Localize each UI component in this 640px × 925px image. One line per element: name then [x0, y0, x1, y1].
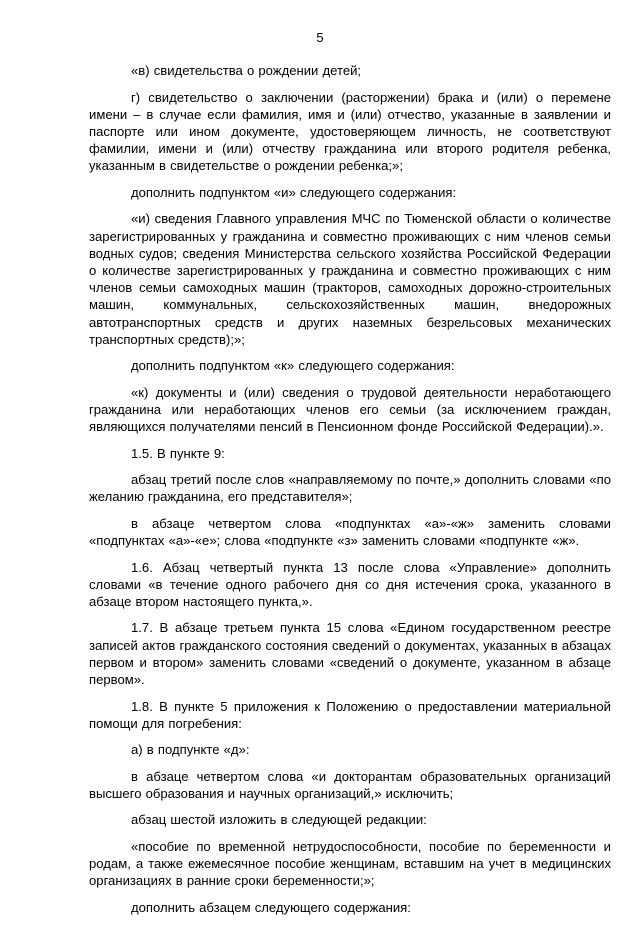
paragraph-marriage-certificate: г) свидетельство о заключении (расторжении) брака и (или) о перемене имени – в случае если фамилия, имя и (или) отчество, указанные в заявлении и паспорте или ином документе, удостоверяющем личность, не соответствуют фамилии, имени и (или) отчеству гражданина или второго родителя ребенка, указанным в свидетельстве о рождении ребенка;»;: [89, 89, 611, 174]
paragraph-fourth-abzats-exclude: в абзаце четвертом слова «и докторантам образовательных организаций высшего образования и научных организаций,» исключить;: [89, 768, 611, 801]
paragraph-1-8: 1.8. В пункте 5 приложения к Положению о предоставлении материальной помощи для погребения:: [89, 698, 611, 731]
paragraph-benefits-text: «пособие по временной нетрудоспособности, пособие по беременности и родам, а также ежемесячное пособие женщинам, вставшим на учет в медицинских организациях в ранние сроки беременности;»;: [89, 838, 611, 889]
paragraph-1-7: 1.7. В абзаце третьем пункта 15 слова «Едином государственном реестре записей актов гражданского состояния сведений о документах, указанных в абзацах первом и втором» заменить словами «сведений о документе, указанном в абзаце первом».: [89, 620, 611, 688]
paragraph-add-abzats: дополнить абзацем следующего содержания:: [131, 899, 411, 915]
document-body: [89, 62, 611, 925]
paragraph-subitem-d: а) в подпункте «д»:: [131, 742, 250, 758]
paragraph-sixth-abzats-heading: абзац шестой изложить в следующей редакции:: [131, 812, 427, 828]
paragraph-1-5-fourth-abzats: в абзаце четвертом слова «подпунктах «а»-«ж» заменить словами «подпунктах «а»-«е»; слова «подпункте «з» заменить словами «подпункте «ж».: [89, 515, 611, 549]
paragraph-1-5-third-abzats: абзац третий после слов «направляемому по почте,» дополнить словами «по желанию гражданина, его представителя»;: [89, 472, 611, 505]
page-number: 5: [316, 30, 324, 45]
paragraph-1-5-heading: 1.5. В пункте 9:: [131, 445, 225, 461]
paragraph-add-subitem-i: дополнить подпунктом «и» следующего содержания:: [131, 184, 457, 200]
paragraph-subitem-k-text: «к) документы и (или) сведения о трудовой деятельности неработающего гражданина или неработающих членов его семьи (за исключением граждан, являющихся получателями пенсий в Пенсионном фонде Российской Федерации).».: [89, 384, 611, 435]
paragraph-subitem-i-text: «и) сведения Главного управления МЧС по Тюменской области о количестве зарегистрированных у гражданина и совместно проживающих с ним членов семьи водных судов; сведения Министерства сельского хозяйства Российской Федерации о количестве зарегистрированных у гражданина и совместно проживающих с ним членов семьи самоходных машин (тракторов, самоходных дорожно-строительных машин, коммунальных, сельскохозяйственных машин, внедорожных автотранспортных средств и других наземных безрельсовых механических транспортных средств);»;: [89, 211, 611, 347]
paragraph-1-6: 1.6. Абзац четвертый пункта 13 после слова «Управление» дополнить словами «в течение одного рабочего дня со дня истечения срока, указанного в абзаце втором настоящего пункта,».: [89, 559, 611, 609]
paragraph-add-subitem-k: дополнить подпунктом «к» следующего содержания:: [131, 358, 455, 374]
paragraph-birth-certificates: «в) свидетельства о рождении детей;: [131, 63, 362, 78]
